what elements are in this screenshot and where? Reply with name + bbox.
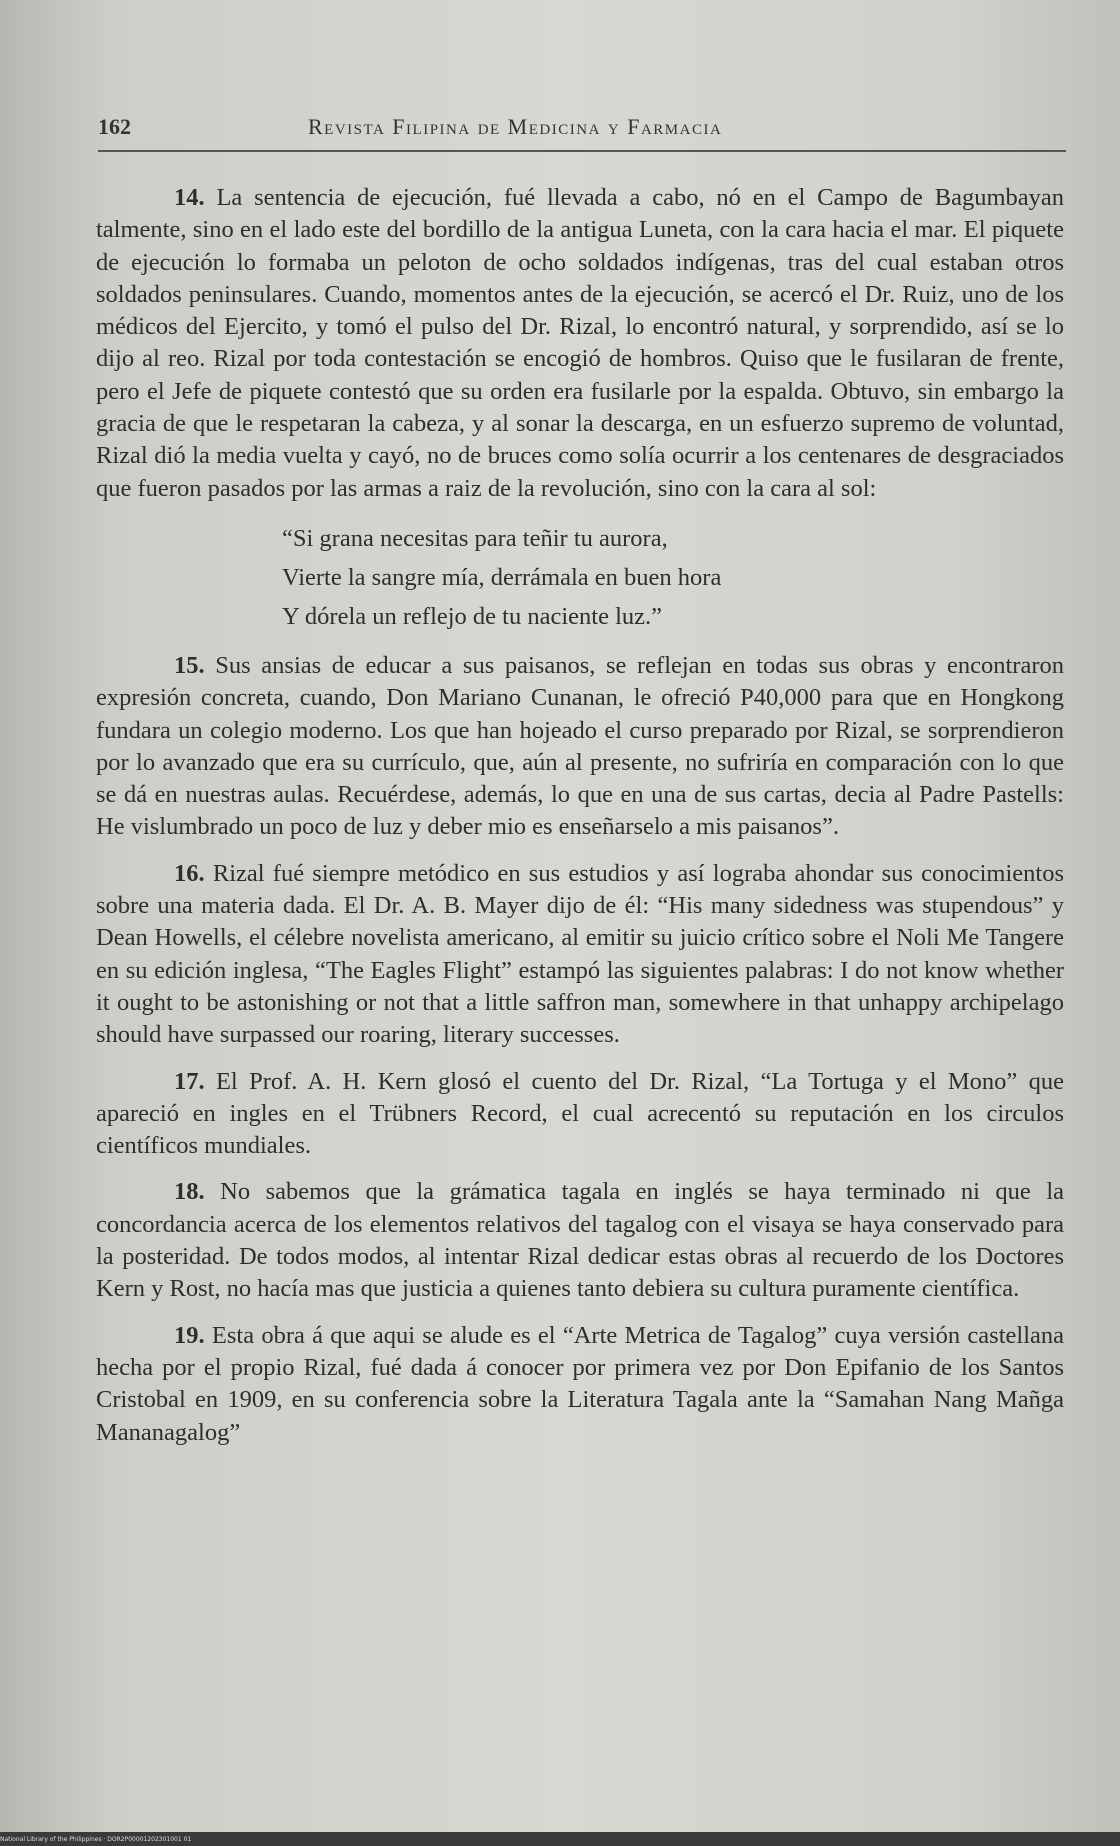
verse-line: “Si grana necesitas para teñir tu aurora, <box>282 524 668 552</box>
paragraph-18 <box>96 1176 1064 1305</box>
running-title: Revista Filipina de Medicina y Farmacia <box>308 114 723 139</box>
page-number: 162 <box>98 114 131 139</box>
paragraph-17 <box>96 1066 1064 1163</box>
paragraph-15 <box>96 650 1064 844</box>
paragraph-number: 17. <box>174 1067 205 1095</box>
paragraph-14 <box>96 182 1064 505</box>
header-rule <box>98 150 1066 152</box>
paragraph-text: Esta obra á que aqui se alude es el “Arte Metrica de Tagalog” cuya versión castellana hecha por el propio Rizal, fué dada á conocer por primera vez por Don Epifanio de los Santos Cristobal en 1909, en su conferencia sobre la Literatura Tagala ante la “Samahan Nang Mañga Mananagalog” <box>96 1321 1065 1446</box>
scan-footer: National Library of the Philippines · DOR2P00001202301001 01 <box>0 1836 192 1843</box>
paragraph-number: 16. <box>174 859 205 887</box>
paragraph-19 <box>96 1320 1064 1449</box>
paragraph-text: Rizal fué siempre metódico en sus estudios y así lograba ahondar sus conocimientos sobre una materia dada. El Dr. A. B. Mayer dijo de él: “His many sidedness was stupendous” y Dean Howells, el célebre novelista americano, al emitir su juicio crítico sobre el Noli Me Tangere en su edición inglesa, “The Eagles Flight” estampó las siguientes palabras: I do not know whether it ought to be astonishing or not that a little saffron man, somewhere in that unhappy archipelago should have surpassed our roaring, literary successes. <box>96 859 1065 1049</box>
verse-line: Y dórela un reflejo de tu naciente luz.” <box>282 602 663 630</box>
page-header <box>98 108 1068 148</box>
paragraph-text: No sabemos que la grámatica tagala en inglés se haya terminado ni que la concordancia acerca de los elementos relativos del tagalog con el visaya se haya conservado para la posteridad. De todos modos, al intentar Rizal dedicar estas obras al recuerdo de los Doctores Kern y Rost, no hacía mas que justicia a quienes tanto debiera su cultura puramente científica. <box>96 1178 1064 1303</box>
paragraph-text: Sus ansias de educar a sus paisanos, se reflejan en todas sus obras y encontraron expresión concreta, cuando, Don Mariano Cunanan, le ofreció P40,000 para que en Hongkong fundara un colegio moderno. Los que han hojeado el curso preparado por Rizal, se sorprendieron por lo avanzado que era su currículo, que, aún al presente, no sufriría en comparación con lo que se dá en nuestras aulas. Recuérdese, además, lo que en una de sus cartas, decia al Padre Pastells: He vislumbrado un poco de luz y deber mio es enseñarselo a mis paisanos”. <box>96 651 1064 841</box>
paragraph-text: El Prof. A. H. Kern glosó el cuento del Dr. Rizal, “La Tortuga y el Mono” que apareció en ingles en el Trübners Record, el cual acrecentó su reputación en los circulos científicos mundiales. <box>96 1067 1064 1160</box>
paragraph-number: 14. <box>174 184 205 211</box>
paragraph-16 <box>96 858 1064 1052</box>
verse-line: Vierte la sangre mía, derrámala en buen hora <box>282 563 722 591</box>
paragraph-number: 19. <box>174 1321 205 1349</box>
paragraph-number: 18. <box>174 1178 205 1206</box>
verse-quote <box>282 519 1064 636</box>
paragraph-text: La sentencia de ejecución, fué llevada a cabo, nó en el Campo de Bagumbayan talmente, sino en el lado este del bordillo de la antigua Luneta, con la cara hacia el mar. El piquete de ejecución lo formaba un peloton de ocho soldados indígenas, tras del cual estaban otros soldados peninsulares. Cuando, momentos antes de la ejecución, se acercó el Dr. Ruiz, uno de los médicos del Ejercito, y tomó el pulso del Dr. Rizal, lo encontró natural, y sorprendido, así se lo dijo al reo. Rizal por toda contestación se encogió de hombros. Quiso que le fusilaran de frente, pero el Jefe de piquete contestó que su orden era fusilarle por la espalda. Obtuvo, sin embargo la gracia de que le respetaran la cabeza, y al sonar la descarga, en un esfuerzo supremo de voluntad, Rizal dió la media vuelta y cayó, no de bruces como solía ocurrir a los centenares de desgraciados que fueron pasados por las armas a raiz de la revolución, sino con la cara al sol: <box>96 184 1064 502</box>
article-body <box>96 182 1064 1449</box>
paragraph-number: 15. <box>174 651 205 679</box>
